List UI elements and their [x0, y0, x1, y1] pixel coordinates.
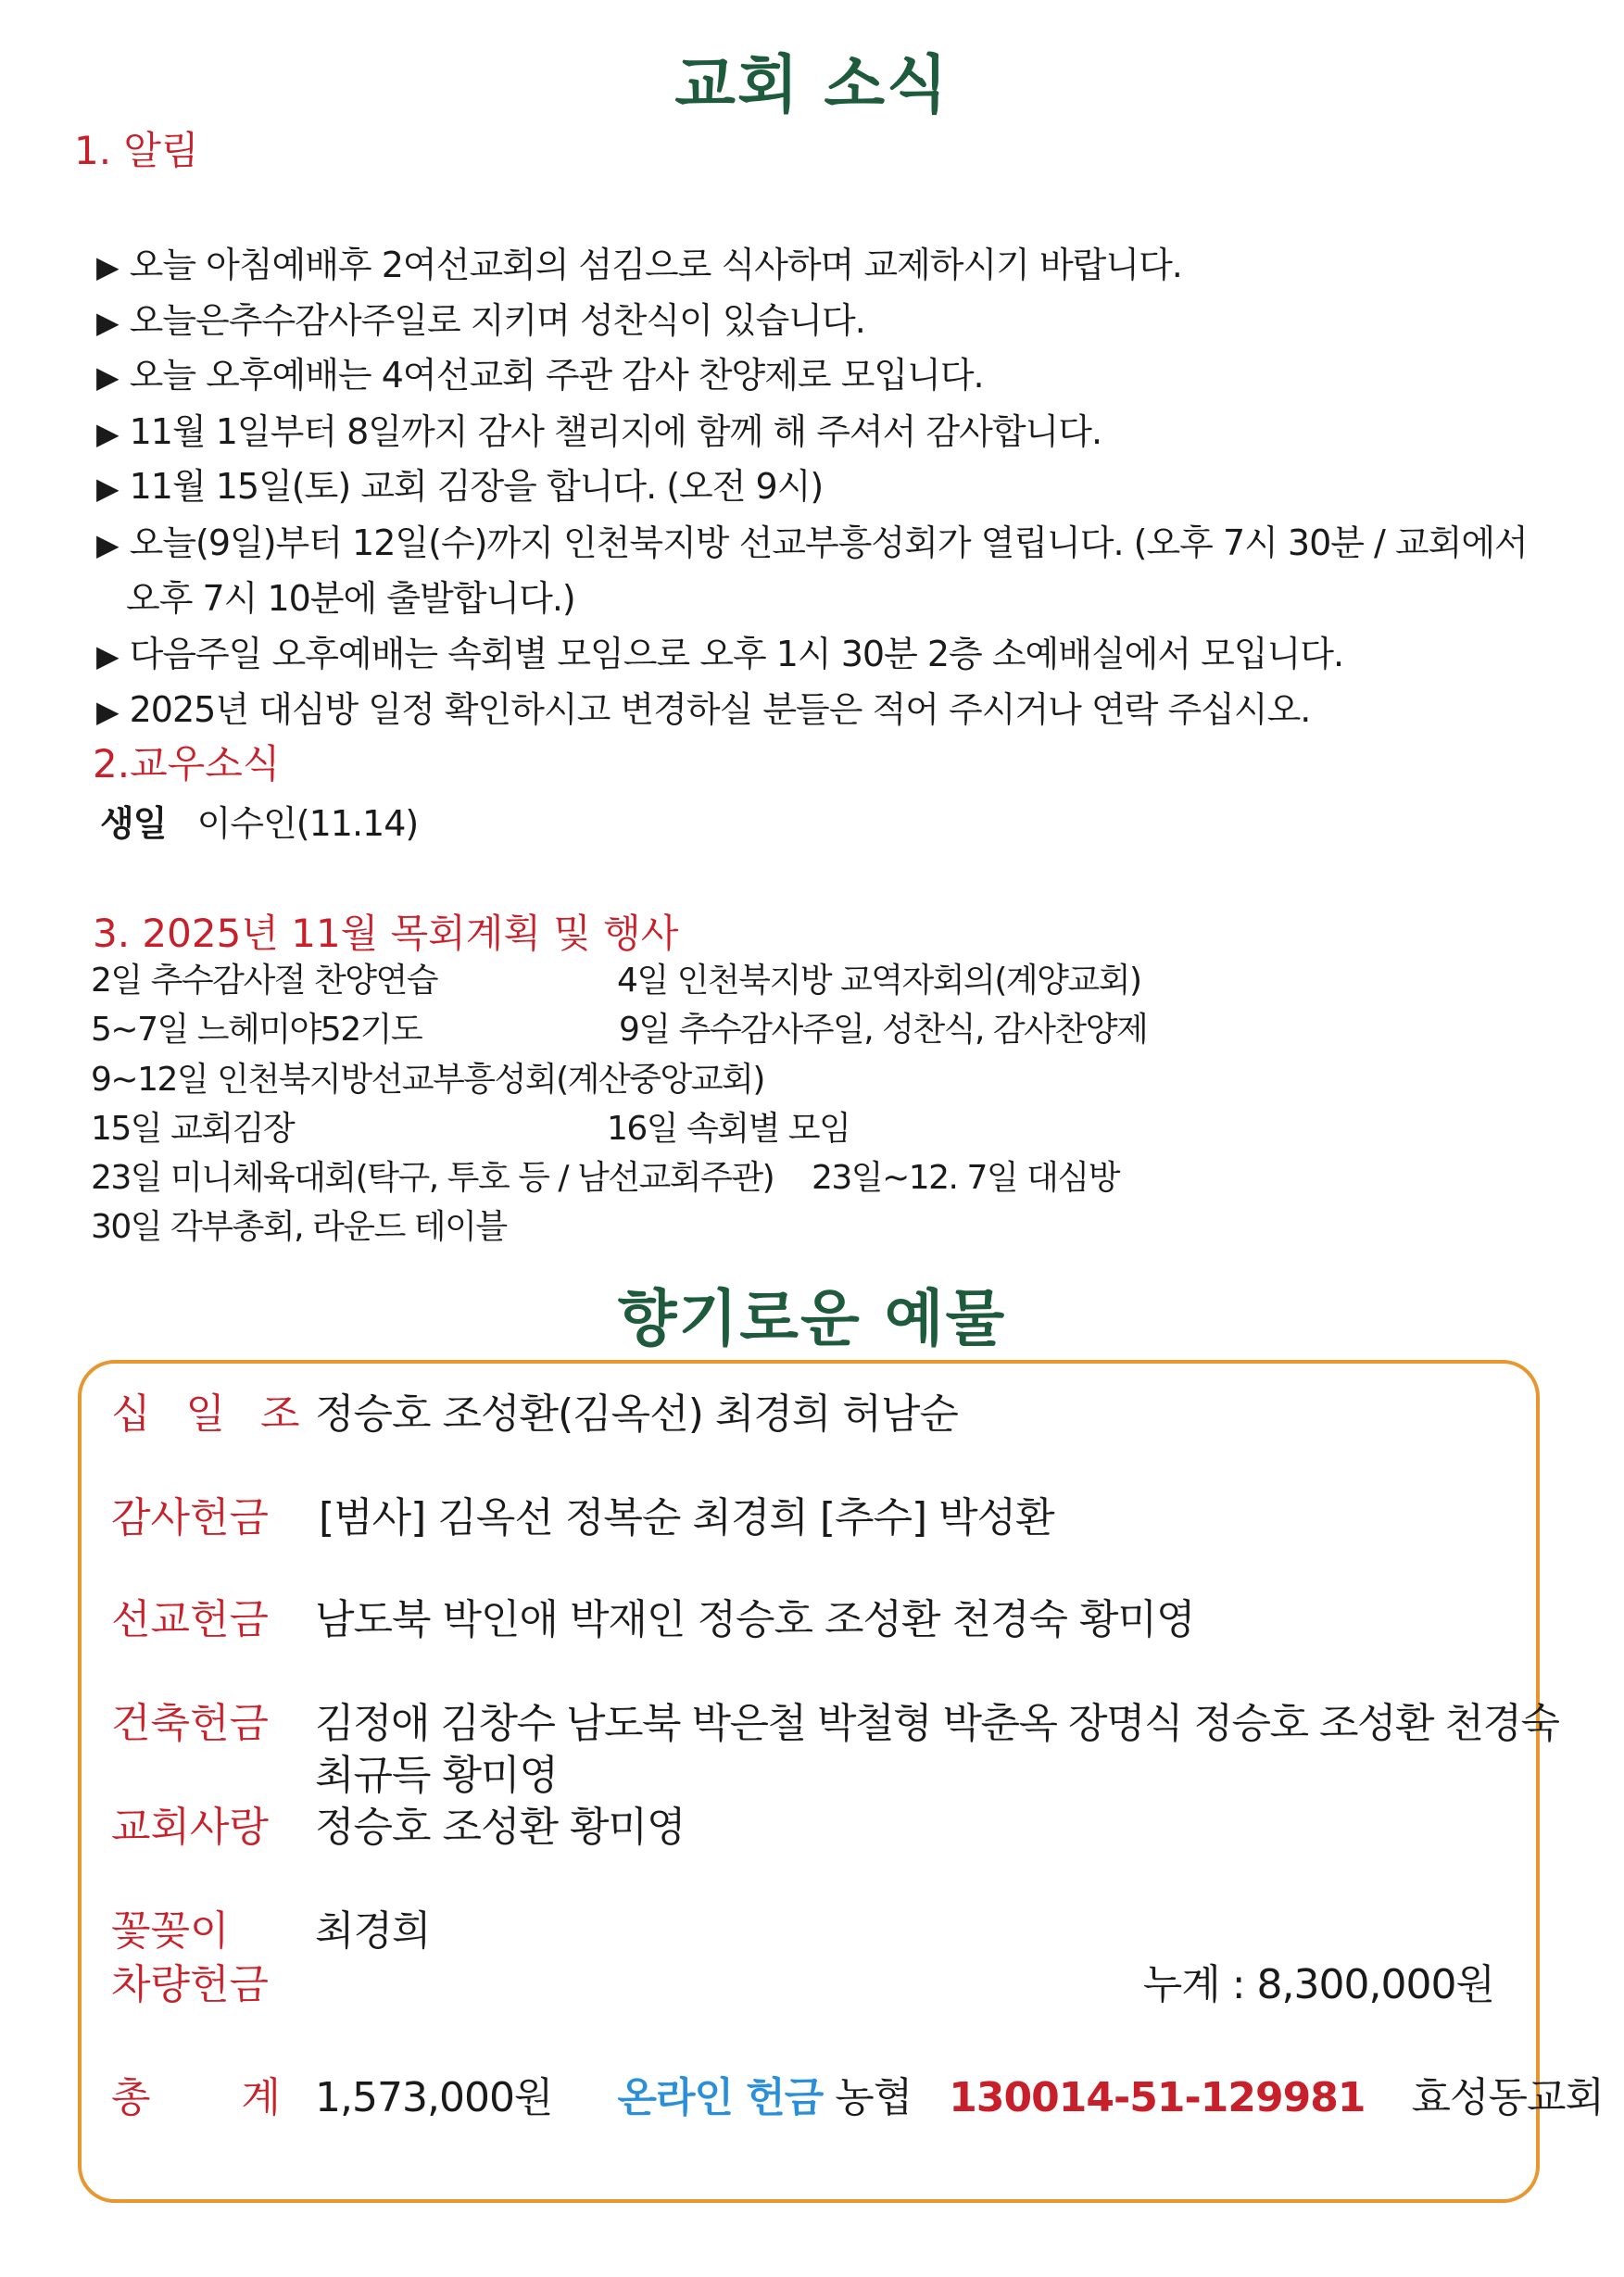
section3-title: 3. 2025년 11월 목회계획 및 행사 — [93, 911, 679, 956]
notice-text: 오늘(9일)부터 12일(수)까지 인천북지방 선교부흥성회가 열립니다. (오후 7시 30분 / 교회에서 — [129, 522, 1528, 563]
section2-title: 2.교우소식 — [93, 741, 281, 786]
plan-item: 15일 교회김장 — [91, 1110, 295, 1148]
birthday-label: 생일 — [100, 803, 167, 844]
notice-text: 11월 1일부터 8일까지 감사 챌리지에 함께 해 주셔서 감사합니다. — [129, 411, 1102, 452]
total-row — [315, 2064, 1604, 2123]
love-value: 정승호 조성환 황미영 — [315, 1804, 686, 1851]
notice-item — [96, 514, 1528, 565]
bullet-triangle-icon: ▶ — [96, 638, 119, 673]
plan-item: 30일 각부총회, 라운드 테이블 — [91, 1208, 507, 1246]
car-label: 차량헌금 — [111, 1961, 270, 2008]
notice-text: 오늘 오후예배는 4여선교회 주관 감사 찬양제로 모입니다. — [129, 355, 984, 396]
bullet-triangle-icon: ▶ — [96, 694, 119, 729]
account-name: 효성동교회 — [1411, 2074, 1604, 2121]
online-label: 온라인 헌금 — [617, 2074, 824, 2121]
notice-text: 2025년 대심방 일정 확인하시고 변경하실 분들은 적어 주시거나 연락 주십시오. — [129, 689, 1311, 730]
plan-item: 23일~12. 7일 대심방 — [812, 1159, 1119, 1197]
building-value-1: 김정애 김창수 남도북 박은철 박철형 박춘옥 장명식 정승호 조성환 천경숙 — [315, 1700, 1559, 1747]
building-value-2: 최규득 황미영 — [315, 1752, 559, 1799]
bullet-triangle-icon: ▶ — [96, 359, 119, 395]
flower-value: 최경희 — [315, 1907, 431, 1955]
plan-item: 4일 인천북지방 교역자회의(계양교회) — [617, 962, 1141, 1000]
plan-item: 23일 미니체육대회(탁구, 투호 등 / 남선교회주관) — [91, 1159, 774, 1197]
bullet-triangle-icon: ▶ — [96, 249, 119, 284]
tithe-label: 십 일 조 — [111, 1390, 311, 1438]
cumulative-total: 누계 : 8,300,000원 — [1142, 1961, 1494, 2008]
total-label: 총 계 — [111, 2074, 281, 2121]
news-title: 교회 소식 — [674, 49, 950, 122]
bullet-triangle-icon: ▶ — [96, 471, 119, 506]
mission-label: 선교헌금 — [111, 1596, 270, 1643]
plan-item: 9일 추수감사주일, 성찬식, 감사찬양제 — [619, 1011, 1148, 1049]
offering-title: 향기로운 예물 — [617, 1283, 1007, 1354]
notice-item — [96, 458, 823, 509]
notice-item — [96, 346, 984, 397]
plan-item: 16일 속회별 모임 — [607, 1110, 850, 1148]
plan-item: 5~7일 느헤미야52기도 — [91, 1011, 422, 1049]
notice-text: 다음주일 오후예배는 속회별 모임으로 오후 1시 30분 2층 소예배실에서 모입니다. — [129, 634, 1344, 674]
notice-item — [96, 681, 1310, 732]
flower-label: 꽃꽂이 — [111, 1907, 230, 1955]
tithe-value: 정승호 조성환(김옥선) 최경희 허남순 — [315, 1390, 958, 1438]
notice-text-continued: 오후 7시 10분에 출발합니다.) — [126, 578, 575, 619]
notice-text: 11월 15일(토) 교회 김장을 합니다. (오전 9시) — [129, 466, 824, 507]
love-label: 교회사랑 — [111, 1804, 270, 1851]
plan-item: 9~12일 인천북지방선교부흥성회(계산중앙교회) — [91, 1061, 764, 1099]
notice-item — [96, 625, 1343, 676]
bank-name: 농협 — [835, 2074, 913, 2121]
bullet-triangle-icon: ▶ — [96, 527, 119, 562]
total-value: 1,573,000원 — [315, 2074, 553, 2121]
mission-value: 남도북 박인애 박재인 정승호 조성환 천경숙 황미영 — [315, 1596, 1195, 1643]
section1-title: 1. 알림 — [74, 128, 199, 173]
plan-item: 2일 추수감사절 찬양연습 — [91, 962, 438, 1000]
notice-item — [96, 403, 1102, 454]
bullet-triangle-icon: ▶ — [96, 305, 119, 340]
birthday-value: 이수인(11.14) — [196, 803, 419, 844]
thanks-label: 감사헌금 — [111, 1494, 270, 1541]
birthday-row — [100, 795, 418, 846]
bullet-triangle-icon: ▶ — [96, 416, 119, 451]
thanks-value: [범사] 김옥선 정복순 최경희 [추수] 박성환 — [319, 1494, 1054, 1541]
account-number: 130014-51-129981 — [949, 2074, 1366, 2121]
notice-text: 오늘은추수감사주일로 지키며 성찬식이 있습니다. — [129, 300, 865, 341]
notice-item — [96, 292, 865, 343]
building-label: 건축헌금 — [111, 1700, 270, 1747]
notice-text: 오늘 아침예배후 2여선교회의 섬김으로 식사하며 교제하시기 바랍니다. — [129, 245, 1182, 285]
notice-item — [96, 236, 1182, 287]
